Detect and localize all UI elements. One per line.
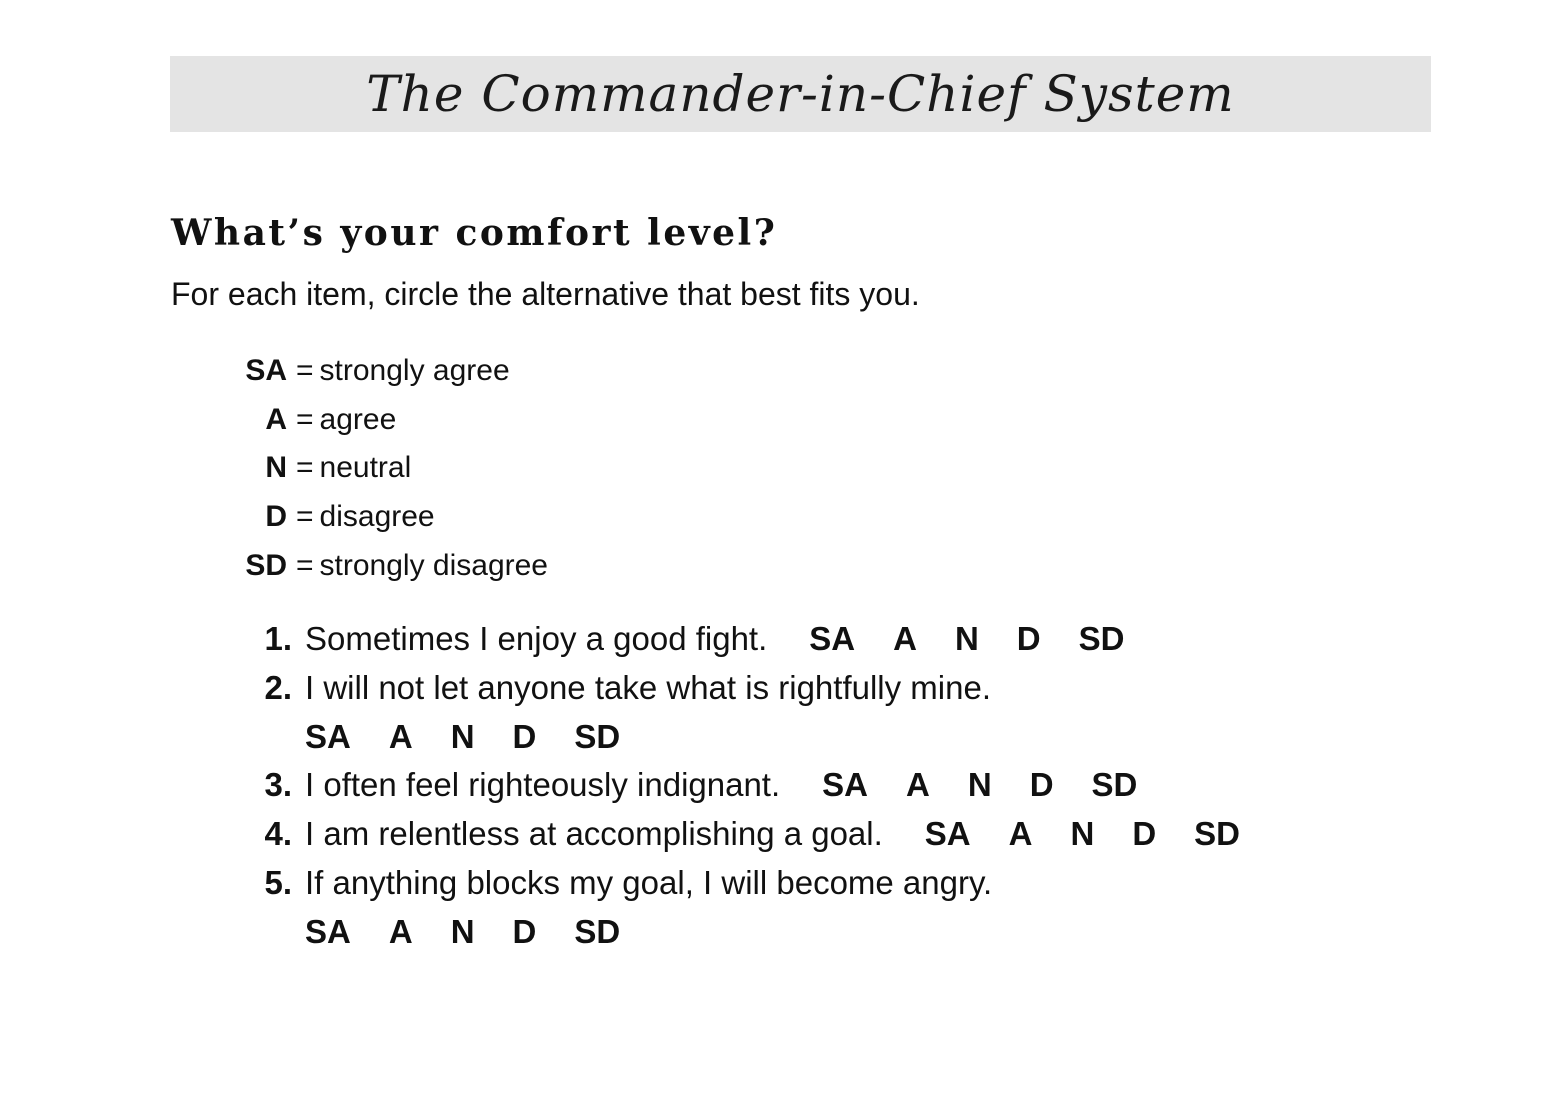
equals-sign: = <box>296 402 314 436</box>
legend-item <box>236 399 548 448</box>
response-scale <box>780 766 1137 803</box>
legend-meaning: disagree <box>319 500 435 534</box>
questionnaire-item-scale-line <box>236 716 1240 765</box>
equals-sign: = <box>296 500 314 534</box>
option-d[interactable]: D <box>1029 766 1054 804</box>
option-sa[interactable]: SA <box>809 620 856 657</box>
option-sa[interactable]: SA <box>305 717 351 755</box>
response-scale <box>236 718 620 755</box>
legend-abbr: SD <box>245 548 287 582</box>
title-banner <box>170 56 1431 132</box>
item-number: 2. <box>264 668 292 706</box>
legend-item <box>236 545 548 594</box>
questionnaire-item <box>236 862 1240 911</box>
questionnaire-item <box>236 618 1240 667</box>
item-number: 5. <box>264 863 292 901</box>
option-d[interactable]: D <box>1132 815 1157 853</box>
questionnaire-item <box>236 813 1240 862</box>
item-statement: If anything blocks my goal, I will become angry. <box>305 863 993 901</box>
questionnaire-item-scale-line <box>236 911 1240 960</box>
item-statement: I will not let anyone take what is rightfully mine. <box>305 668 991 706</box>
response-scale <box>767 620 1124 657</box>
option-d[interactable]: D <box>1016 620 1041 657</box>
legend-item <box>236 350 548 399</box>
page-title: The Commander-in-Chief System <box>366 65 1235 123</box>
option-sa[interactable]: SA <box>924 815 971 853</box>
option-n[interactable]: N <box>450 912 475 950</box>
scale-legend <box>236 350 548 593</box>
option-d[interactable]: D <box>512 912 537 950</box>
equals-sign: = <box>296 548 314 582</box>
legend-meaning: agree <box>319 402 397 436</box>
legend-abbr: SA <box>245 354 287 387</box>
questionnaire-items <box>236 618 1240 960</box>
equals-sign: = <box>296 354 314 387</box>
option-sd[interactable]: SD <box>1078 620 1125 657</box>
equals-sign: = <box>296 451 314 485</box>
item-number: 4. <box>264 815 292 853</box>
option-sd[interactable]: SD <box>1091 766 1138 804</box>
response-scale <box>883 815 1240 852</box>
option-a[interactable]: A <box>388 717 413 755</box>
option-sd[interactable]: SD <box>574 912 621 950</box>
legend-meaning: strongly disagree <box>319 548 548 582</box>
option-n[interactable]: N <box>1070 815 1095 853</box>
option-n[interactable]: N <box>954 620 979 657</box>
legend-abbr: A <box>265 402 287 436</box>
legend-meaning: neutral <box>319 451 412 485</box>
option-sd[interactable]: SD <box>574 717 621 755</box>
legend-meaning: strongly agree <box>319 354 510 387</box>
option-a[interactable]: A <box>388 912 413 950</box>
item-number: 3. <box>264 766 292 804</box>
instruction-text: For each item, circle the alternative that best fits you. <box>171 276 920 312</box>
questionnaire-item <box>236 764 1240 813</box>
response-scale <box>236 913 620 950</box>
item-statement: I am relentless at accomplishing a goal. <box>305 815 883 853</box>
option-sa[interactable]: SA <box>305 912 351 950</box>
option-d[interactable]: D <box>512 717 537 755</box>
section-heading: What’s your comfort level? <box>171 212 778 254</box>
item-statement: Sometimes I enjoy a good fight. <box>305 620 768 657</box>
option-a[interactable]: A <box>893 620 917 657</box>
item-statement: I often feel righteously indignant. <box>305 766 781 804</box>
item-number: 1. <box>264 620 292 657</box>
questionnaire-item <box>236 667 1240 716</box>
option-a[interactable]: A <box>906 766 930 804</box>
legend-abbr: N <box>265 451 287 485</box>
legend-item <box>236 447 548 496</box>
legend-item <box>236 496 548 545</box>
option-n[interactable]: N <box>450 717 475 755</box>
option-n[interactable]: N <box>967 766 992 804</box>
option-a[interactable]: A <box>1008 815 1033 853</box>
option-sa[interactable]: SA <box>822 766 868 804</box>
legend-abbr: D <box>265 500 287 534</box>
option-sd[interactable]: SD <box>1194 815 1241 853</box>
